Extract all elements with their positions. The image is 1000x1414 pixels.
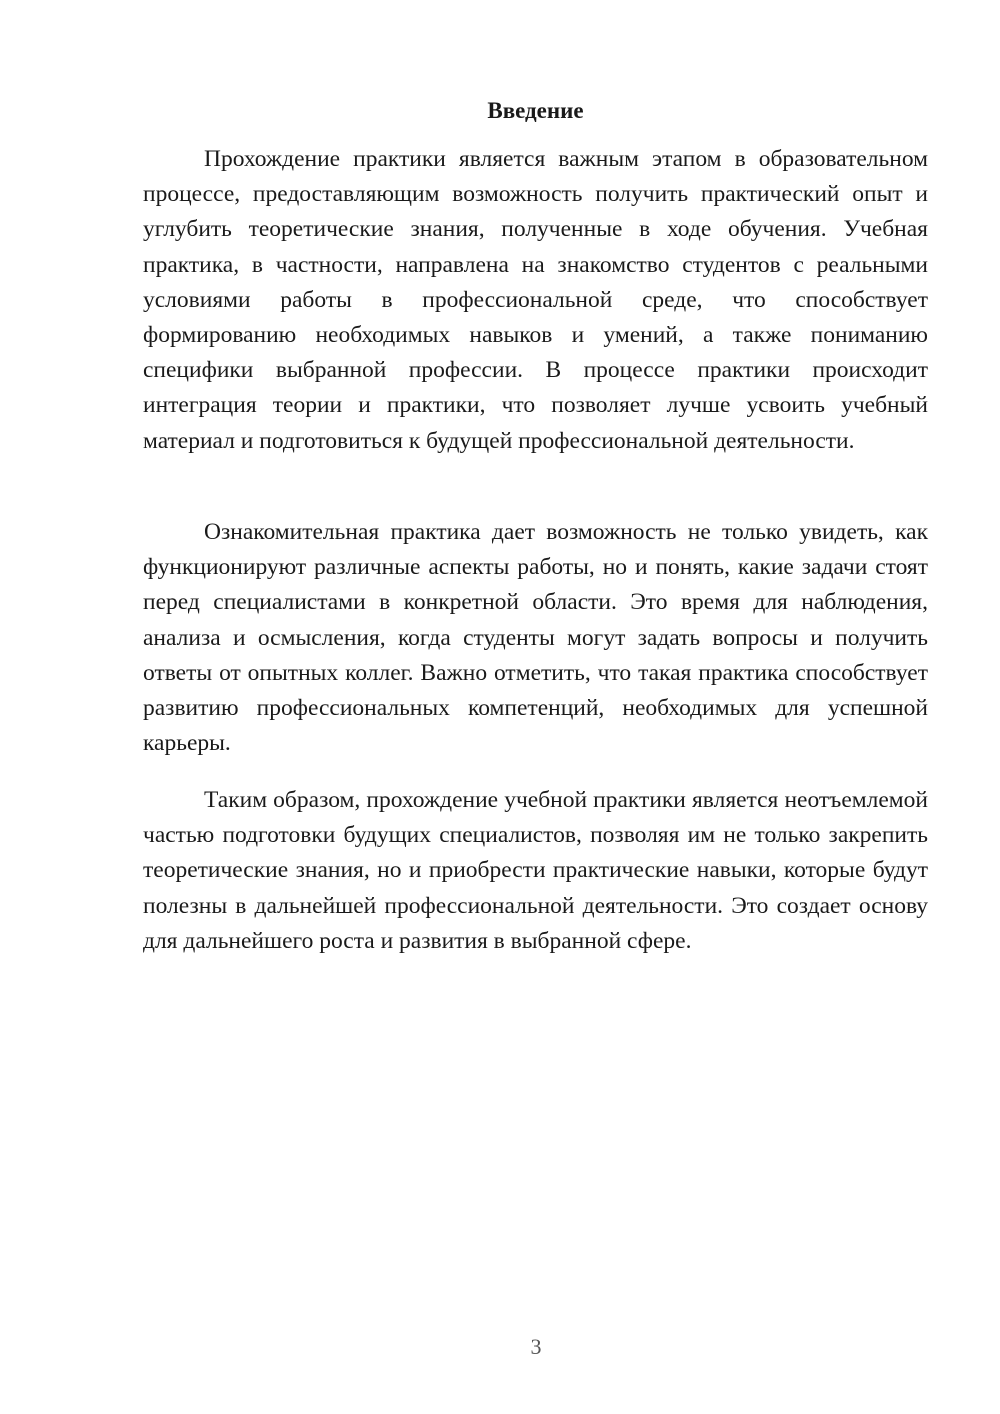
section-heading: Введение (487, 98, 584, 123)
paragraph-1: Прохождение практики является важным этапом в образовательном процессе, предоставляющим возможность получить практический опыт и углубить теоретические знания, полученные в ходе обучения. Учебная практика, в частности, направлена на знакомство студентов с реальными условиями работы в профессиональной среде, что способствует формированию необходимых навыков и умений, а также пониманию специфики выбранной профессии. В процессе практики происходит интеграция теории и практики, что позволяет лучше усвоить учебный материал и подготовиться к будущей профессиональной деятельности. (143, 146, 928, 454)
page-number: 3 (530, 1334, 542, 1359)
paragraph-3: Таким образом, прохождение учебной практики является неотъемлемой частью подготовки будущих специалистов, позволяя им не только закрепить теоретические знания, но и приобрести практические навыки, которые будут полезны в дальнейшей профессиональной деятельности. Это создает основу для дальнейшего роста и развития в выбранной сфере. (143, 787, 928, 954)
paragraph-2: Ознакомительная практика дает возможность не только увидеть, как функционируют различные аспекты работы, но и понять, какие задачи стоят перед специалистами в конкретной области. Это время для наблюдения, анализа и осмысления, когда студенты могут задать вопросы и получить ответы от опытных коллег. Важно отметить, что такая практика способствует развитию профессиональных компетенций, необходимых для успешной карьеры. (143, 519, 928, 757)
